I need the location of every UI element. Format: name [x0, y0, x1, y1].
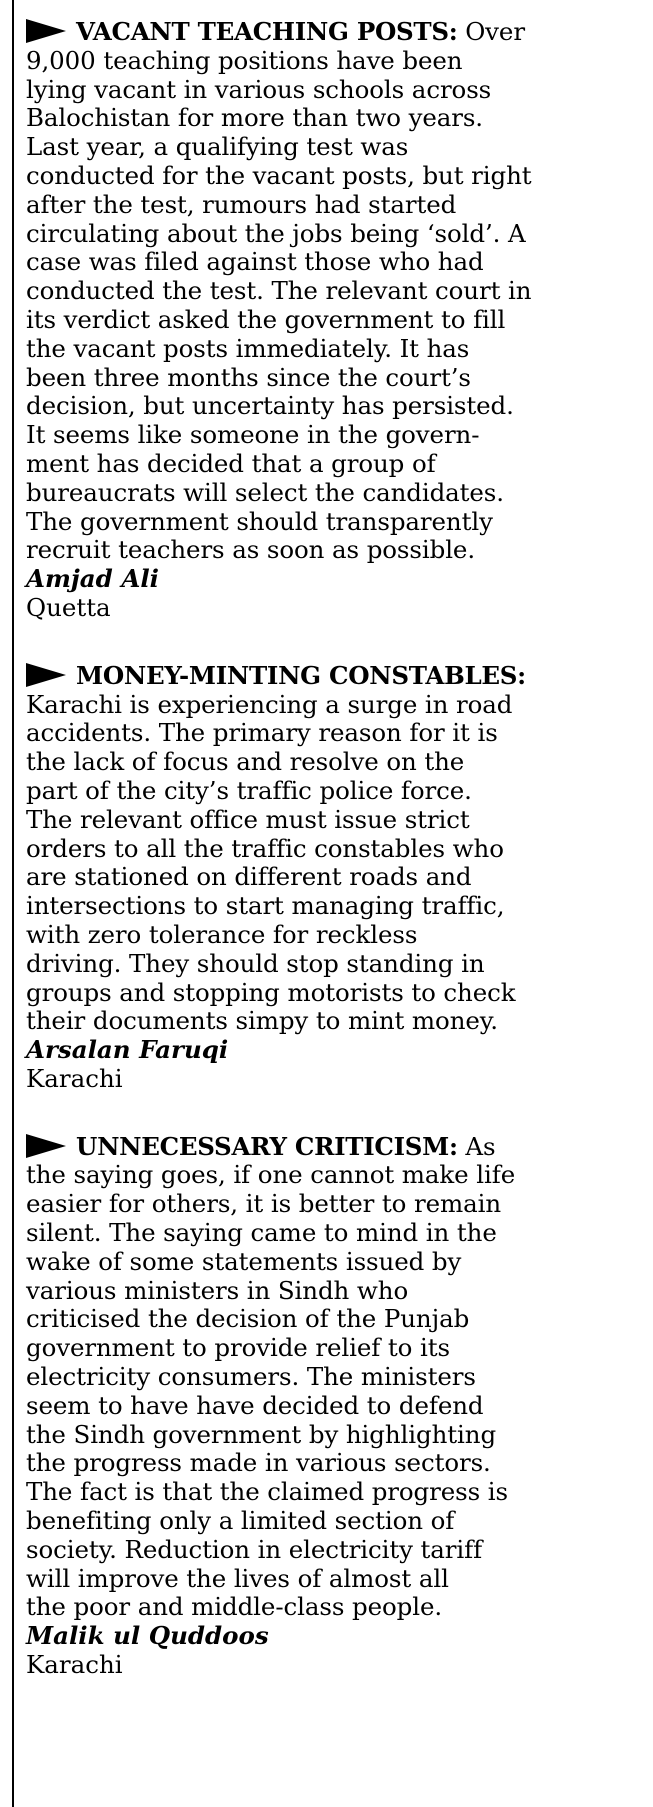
body-line: Karachi is experiencing a surge in road [26, 689, 513, 719]
letter-author: Amjad Ali [26, 564, 159, 594]
letter-city: Karachi [26, 1650, 123, 1680]
body-line: Balochistan for more than two years. [26, 103, 483, 133]
letter-money-minting-constables [26, 662, 636, 1094]
body-line: lying vacant in various schools across [26, 74, 492, 104]
body-line: their documents simpy to mint money. [26, 1006, 498, 1036]
body-line: government to provide relief to its [26, 1333, 450, 1363]
body-line: recruit teachers as soon as possible. [26, 535, 476, 565]
body-line: the Sindh government by highlighting [26, 1419, 497, 1449]
body-line: As [465, 1131, 496, 1161]
letter-unnecessary-criticism [26, 1133, 636, 1680]
letter-vacant-teaching-posts [26, 18, 636, 623]
body-line: case was filed against those who had [26, 247, 484, 277]
body-line: conducted the test. The relevant court in [26, 276, 532, 306]
body-line: various ministers in Sindh who [26, 1275, 409, 1305]
body-line: criticised the decision of the Punjab [26, 1304, 470, 1334]
body-line: with zero tolerance for reckless [26, 919, 418, 949]
body-line: the progress made in various sectors. [26, 1448, 491, 1478]
body-line: ment has decided that a group of [26, 448, 436, 478]
body-line: wake of some statements issued by [26, 1246, 462, 1276]
letter-body [26, 1133, 636, 1623]
body-line: bureaucrats will select the candidates. [26, 477, 504, 507]
letter-first-line [26, 662, 636, 691]
body-line: are stationed on different roads and [26, 862, 472, 892]
body-line: easier for others, it is better to remain [26, 1189, 502, 1219]
letter-author: Malik ul Quddoos [26, 1621, 269, 1651]
letter-heading: UNNECESSARY CRITICISM: [76, 1131, 458, 1161]
body-line: society. Reduction in electricity tariff [26, 1534, 483, 1564]
body-line: its verdict asked the government to fill [26, 304, 506, 334]
body-line: accidents. The primary reason for it is [26, 718, 498, 748]
letter-first-line [26, 1133, 636, 1162]
body-line: been three months since the court’s [26, 362, 471, 392]
letters-column [26, 18, 636, 1719]
body-line: intersections to start managing traffic, [26, 891, 505, 921]
body-line: the poor and middle-class people. [26, 1592, 443, 1622]
letter-body [26, 18, 636, 565]
body-line: the vacant posts immediately. It has [26, 333, 470, 363]
body-line: after the test, rumours had started [26, 189, 457, 219]
column-rule [12, 0, 14, 1807]
body-line: groups and stopping motorists to check [26, 977, 516, 1007]
letter-body [26, 662, 636, 1036]
letter-author: Arsalan Faruqi [26, 1035, 229, 1065]
body-line: decision, but uncertainty has persisted. [26, 391, 514, 421]
letter-city: Karachi [26, 1063, 123, 1093]
body-line: electricity consumers. The ministers [26, 1362, 476, 1392]
body-line: will improve the lives of almost all [26, 1563, 449, 1593]
body-line: The relevant office must issue strict [26, 804, 470, 834]
body-line: driving. They should stop standing in [26, 948, 485, 978]
letter-heading: VACANT TEACHING POSTS: [76, 17, 458, 46]
arrow-bullet-icon [26, 663, 66, 687]
body-line: 9,000 teaching positions have been [26, 45, 463, 75]
body-line: The government should transparently [26, 506, 493, 536]
body-line: seem to have have decided to defend [26, 1390, 484, 1420]
body-line: circulating about the jobs being ‘sold’. A [26, 218, 526, 248]
letter-city: Quetta [26, 592, 111, 622]
body-line: part of the city’s traffic police force. [26, 775, 472, 805]
body-line: The fact is that the claimed progress is [26, 1477, 508, 1507]
body-line: It seems like someone in the govern- [26, 420, 480, 450]
body-line: benefiting only a limited section of [26, 1506, 455, 1536]
arrow-bullet-icon [26, 19, 66, 43]
body-line: Last year, a qualifying test was [26, 132, 409, 162]
letter-first-line [26, 18, 636, 47]
body-line: the lack of focus and resolve on the [26, 747, 465, 777]
body-line: orders to all the traffic constables who [26, 833, 504, 863]
arrow-bullet-icon [26, 1134, 66, 1158]
body-line: Over [465, 17, 525, 46]
body-line: conducted for the vacant posts, but right [26, 160, 532, 190]
body-line: the saying goes, if one cannot make life [26, 1160, 516, 1190]
letter-heading: MONEY-MINTING CONSTABLES: [76, 660, 526, 690]
body-line: silent. The saying came to mind in the [26, 1218, 497, 1248]
